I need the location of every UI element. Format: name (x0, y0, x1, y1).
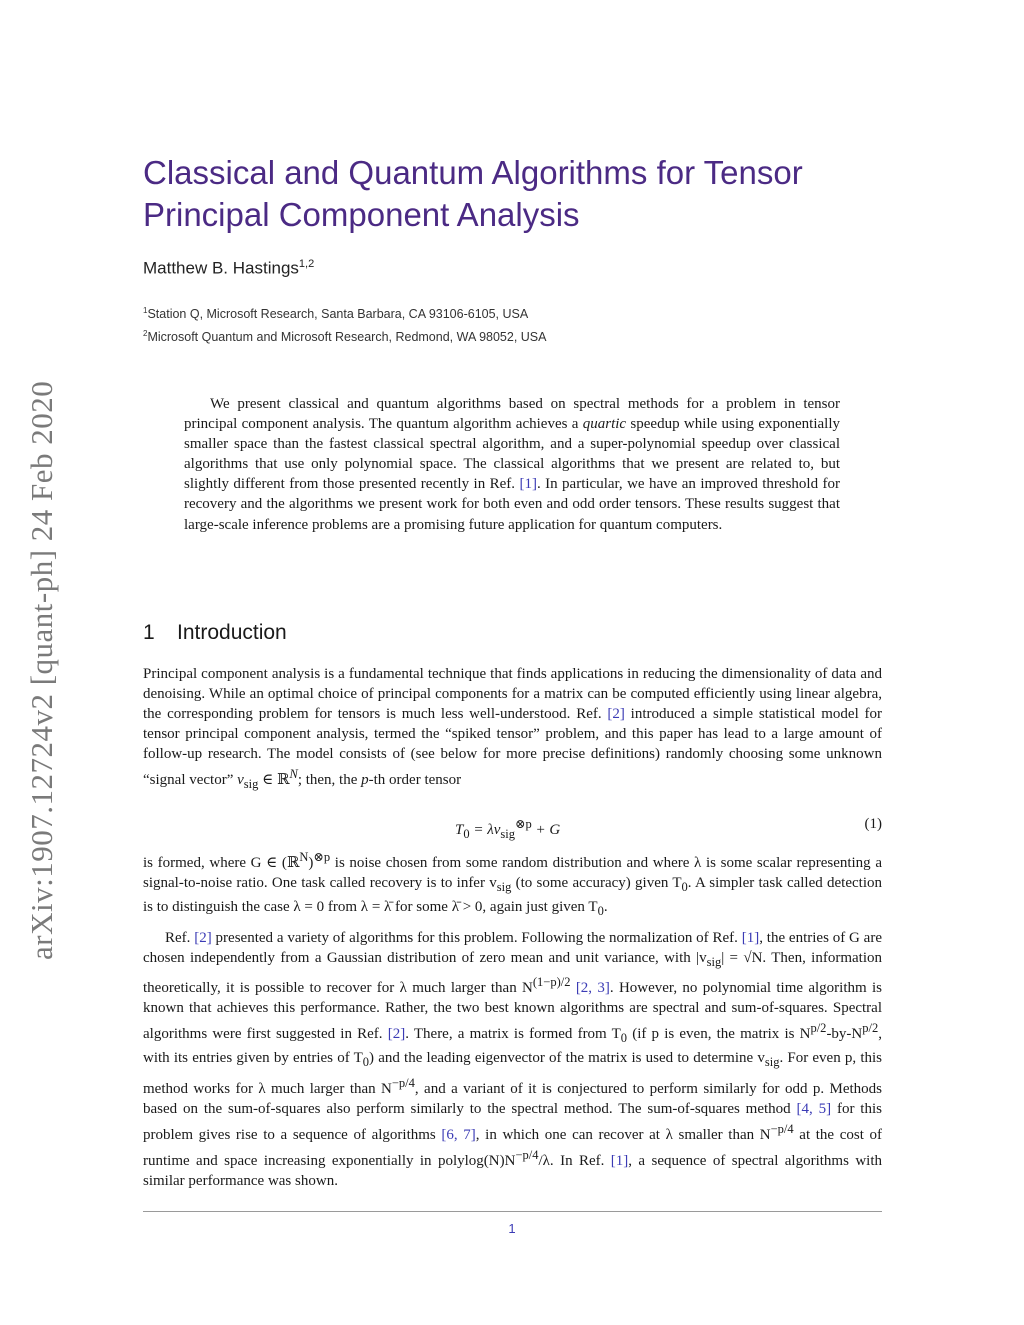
citation-link[interactable]: [6, 7] (441, 1126, 476, 1143)
affiliation-mark: 2 (143, 329, 148, 338)
page-number: 1 (508, 1221, 516, 1236)
author-affiliation-marks: 1,2 (298, 258, 315, 270)
affiliation-text: Station Q, Microsoft Research, Santa Barbara, CA 93106-6105, USA (147, 307, 529, 322)
affiliation-text: Microsoft Quantum and Microsoft Research, Redmond, WA 98052, USA (147, 330, 547, 345)
footer-divider (143, 1211, 882, 1212)
citation-link[interactable]: [1] (610, 1152, 629, 1169)
citation-link[interactable]: [1] (741, 930, 760, 946)
equation-expression: $T_0 = \lambda v_{sig}^{\otimes p} + G$ (455, 817, 561, 841)
paper-title: Classical and Quantum Algorithms for Tensor Principal Component Analysis (143, 154, 803, 233)
section-title: Introduction (177, 621, 287, 644)
section-heading-introduction (143, 621, 287, 645)
author-line (143, 258, 314, 279)
affiliation-1 (143, 306, 528, 321)
section-number: 1 (143, 621, 155, 644)
citation-link[interactable]: [2] (607, 706, 625, 723)
equation-number: (1) (864, 816, 882, 832)
intro-paragraph-1: Principal component analysis is a fundamental technique that finds applications in reducing the dimensionality of data and denoising. While an optimal choice of principal components for a matrix can be computed efficiently using linear algebra, the corresponding problem for tensors is much less well-understood. Ref. [2] introduced a simple statistical model for tensor principal component analysis, termed the “spiked tensor” problem, and this paper has lead to a large amount of follow-up research. The model consists of (see below for more precise definitions) randomly choosing some unknown “signal vector” $v_{sig}$ ∈ ℝ$^N$; then, the p-th order tensor (143, 666, 883, 792)
arxiv-identifier-stamp: arXiv:1907.12724v2 [quant-ph] 24 Feb 2020 (24, 380, 59, 960)
intro-paragraph-3: Ref. [2] presented a variety of algorithms for this problem. Following the normalization of Ref. [1], the entries of G are chosen independently from a Gaussian distribution of zero mean and unit variance, with $|v_{sig}| = √N$. Then, information theoretically, it is possible to recover for λ much larger than $N^{(1-p)/2}$ [2, 3]. However, no polynomial time algorithm is known that achieves this performance. Rather, the two best known algorithms are spectral and sum-of-squares. Spectral algorithms were first suggested in Ref. [2]. There, a matrix is formed from $T_0$ (if p is even, the matrix is $N^{p/2}-by-N^{p/2}$, with its entries given by entries of $T_0$) and the leading eigenvector of the matrix is used to determine $v_{sig}$. For even p, this method works for λ much larger than $N^{-p/4}$, and a variant of it is conjectured to perform similarly for odd p. Methods based on the sum-of-squares also perform similarly to the spectral method. The sum-of-squares method [4, 5] for this problem gives rise to a sequence of algorithms [6, 7], in which one can recover at λ smaller than $N^{-p/4}$ at the cost of runtime and space increasing exponentially in $polylog(N)N^{-p/4}/\lambda$. In Ref. [1], a sequence of spectral algorithms with similar performance was shown. (143, 930, 883, 1189)
affiliation-2 (143, 329, 546, 344)
equation-1 (143, 812, 882, 840)
citation-link[interactable]: [2] (194, 930, 212, 946)
abstract: We present classical and quantum algorithms based on spectral methods for a problem in tensor principal component analysis. The quantum algorithm achieves a quartic speedup while using exponentially smaller space than the fastest classical spectral algorithm, and a super-polynomial speedup over classical algorithms that use only polynomial space. The classical algorithms that we present are related to, but slightly different from those presented recently in Ref. [1]. In particular, we have an improved threshold for recovery and the algorithms we present work for both even and odd order tensors. These results suggest that large-scale inference problems are a promising future application for quantum computers. (184, 396, 840, 533)
affiliation-mark: 1 (143, 306, 148, 315)
abstract-emphasis: quartic (582, 416, 627, 433)
intro-paragraph-2: is formed, where G ∈ (ℝ$^N$)$^{\otimes p}$ is noise chosen from some random distribution and where λ is some scalar representing a signal-to-noise ratio. One task called recovery is to infer $v_{sig}$ (to some accuracy) given $T_0$. A simpler task called detection is to distinguish the case λ = 0 from λ = λ̄ for some λ̄ > 0, again just given $T_0$. (143, 850, 883, 919)
citation-link[interactable]: [1] (519, 476, 537, 493)
citation-link[interactable]: [4, 5] (796, 1100, 832, 1117)
citation-link[interactable]: [2, 3] (575, 980, 610, 997)
author-name: Matthew B. Hastings (143, 258, 299, 278)
citation-link[interactable]: [2] (387, 1026, 406, 1043)
